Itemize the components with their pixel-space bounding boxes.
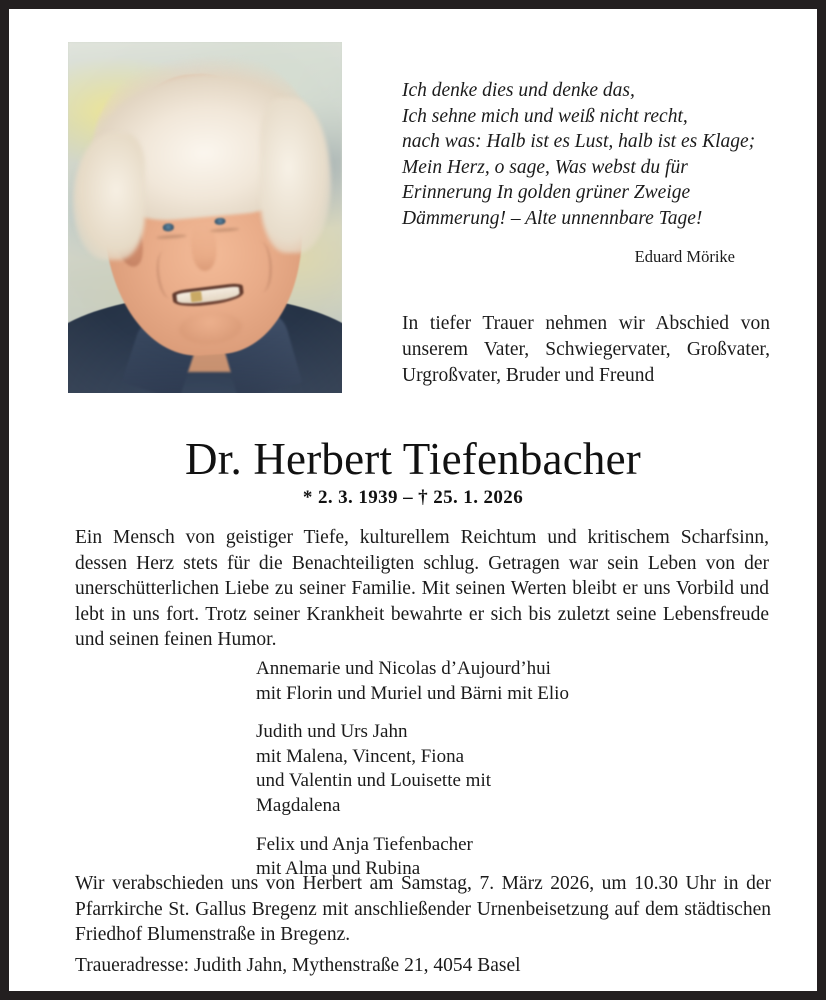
family-line: Annemarie und Nicolas d’Aujourd’hui <box>256 658 551 679</box>
mourning-statement: In tiefer Trauer nehmen wir Abschied von unserem Vater, Schwiegervater, Großvater, Urgroßvater, Bruder und Freund <box>402 313 770 386</box>
family-group <box>256 720 676 818</box>
poem <box>402 78 772 232</box>
family-line: und Valentin und Louisette mit <box>256 770 492 792</box>
family-list <box>256 657 676 882</box>
portrait-photo <box>68 42 342 393</box>
poem-line: Ich sehne mich und weiß nicht recht, <box>402 105 688 127</box>
family-line: mit Florin und Muriel und Bärni mit Elio <box>256 682 569 704</box>
family-line: Judith und Urs Jahn <box>256 721 408 743</box>
poem-line: Dämmerung! – Alte unnennbare Tage! <box>402 207 703 229</box>
deceased-name: Dr. Herbert Tiefenbacher <box>185 434 641 484</box>
poem-line: Ich denke dies und denke das, <box>402 80 635 101</box>
family-group <box>256 657 676 706</box>
gold-tooth <box>190 291 202 302</box>
eye-left <box>162 223 173 231</box>
eye-right <box>214 217 225 225</box>
poem-line: Mein Herz, o sage, Was webst du für <box>402 156 688 178</box>
family-line: mit Alma und Rubina <box>256 858 421 880</box>
smile-line-right <box>249 241 272 292</box>
eye-crease-right <box>209 227 239 233</box>
deceased-dates: * 2. 3. 1939 – † 25. 1. 2026 <box>302 487 524 508</box>
hair-left <box>73 133 144 259</box>
condolence-address: Traueradresse: Judith Jahn, Mythenstraße 21, 4054 Basel <box>75 955 521 976</box>
family-line: Magdalena <box>256 794 341 816</box>
poem-line: Erinnerung In golden grüner Zweige <box>402 182 691 204</box>
family-line: Felix und Anja Tiefenbacher <box>256 833 473 855</box>
farewell-details: Wir verabschieden uns von Herbert am Samstag, 7. März 2026, um 10.30 Uhr in der Pfarrkirche St. Gallus Bregenz mit anschließender Urnenbeisetzung auf dem städtischen Friedhof Blumenstraße in Bregenz. <box>75 873 771 945</box>
chin <box>178 310 243 345</box>
eye-crease-left <box>156 233 186 239</box>
poem-attribution: Eduard Mörike <box>634 247 735 266</box>
family-line: mit Malena, Vincent, Fiona <box>256 745 464 767</box>
poem-line: nach was: Halb ist es Lust, halb ist es Klage; <box>402 131 756 153</box>
notice-inner <box>9 9 817 991</box>
eulogy-text: Ein Mensch von geistiger Tiefe, kulturellem Reichtum und kritischem Scharfsinn, dessen Herz stets für die Benachteiligten schlug. Getragen war sein Leben von der unerschütterlichen Liebe zu seiner Familie. Mit seinen Werten bleibt er uns Vorbild und lebt in uns fort. Trotz seiner Krankheit bewahrte er sich bis zuletzt seine Lebensfreude und seinen feinen Humor. <box>75 527 769 650</box>
